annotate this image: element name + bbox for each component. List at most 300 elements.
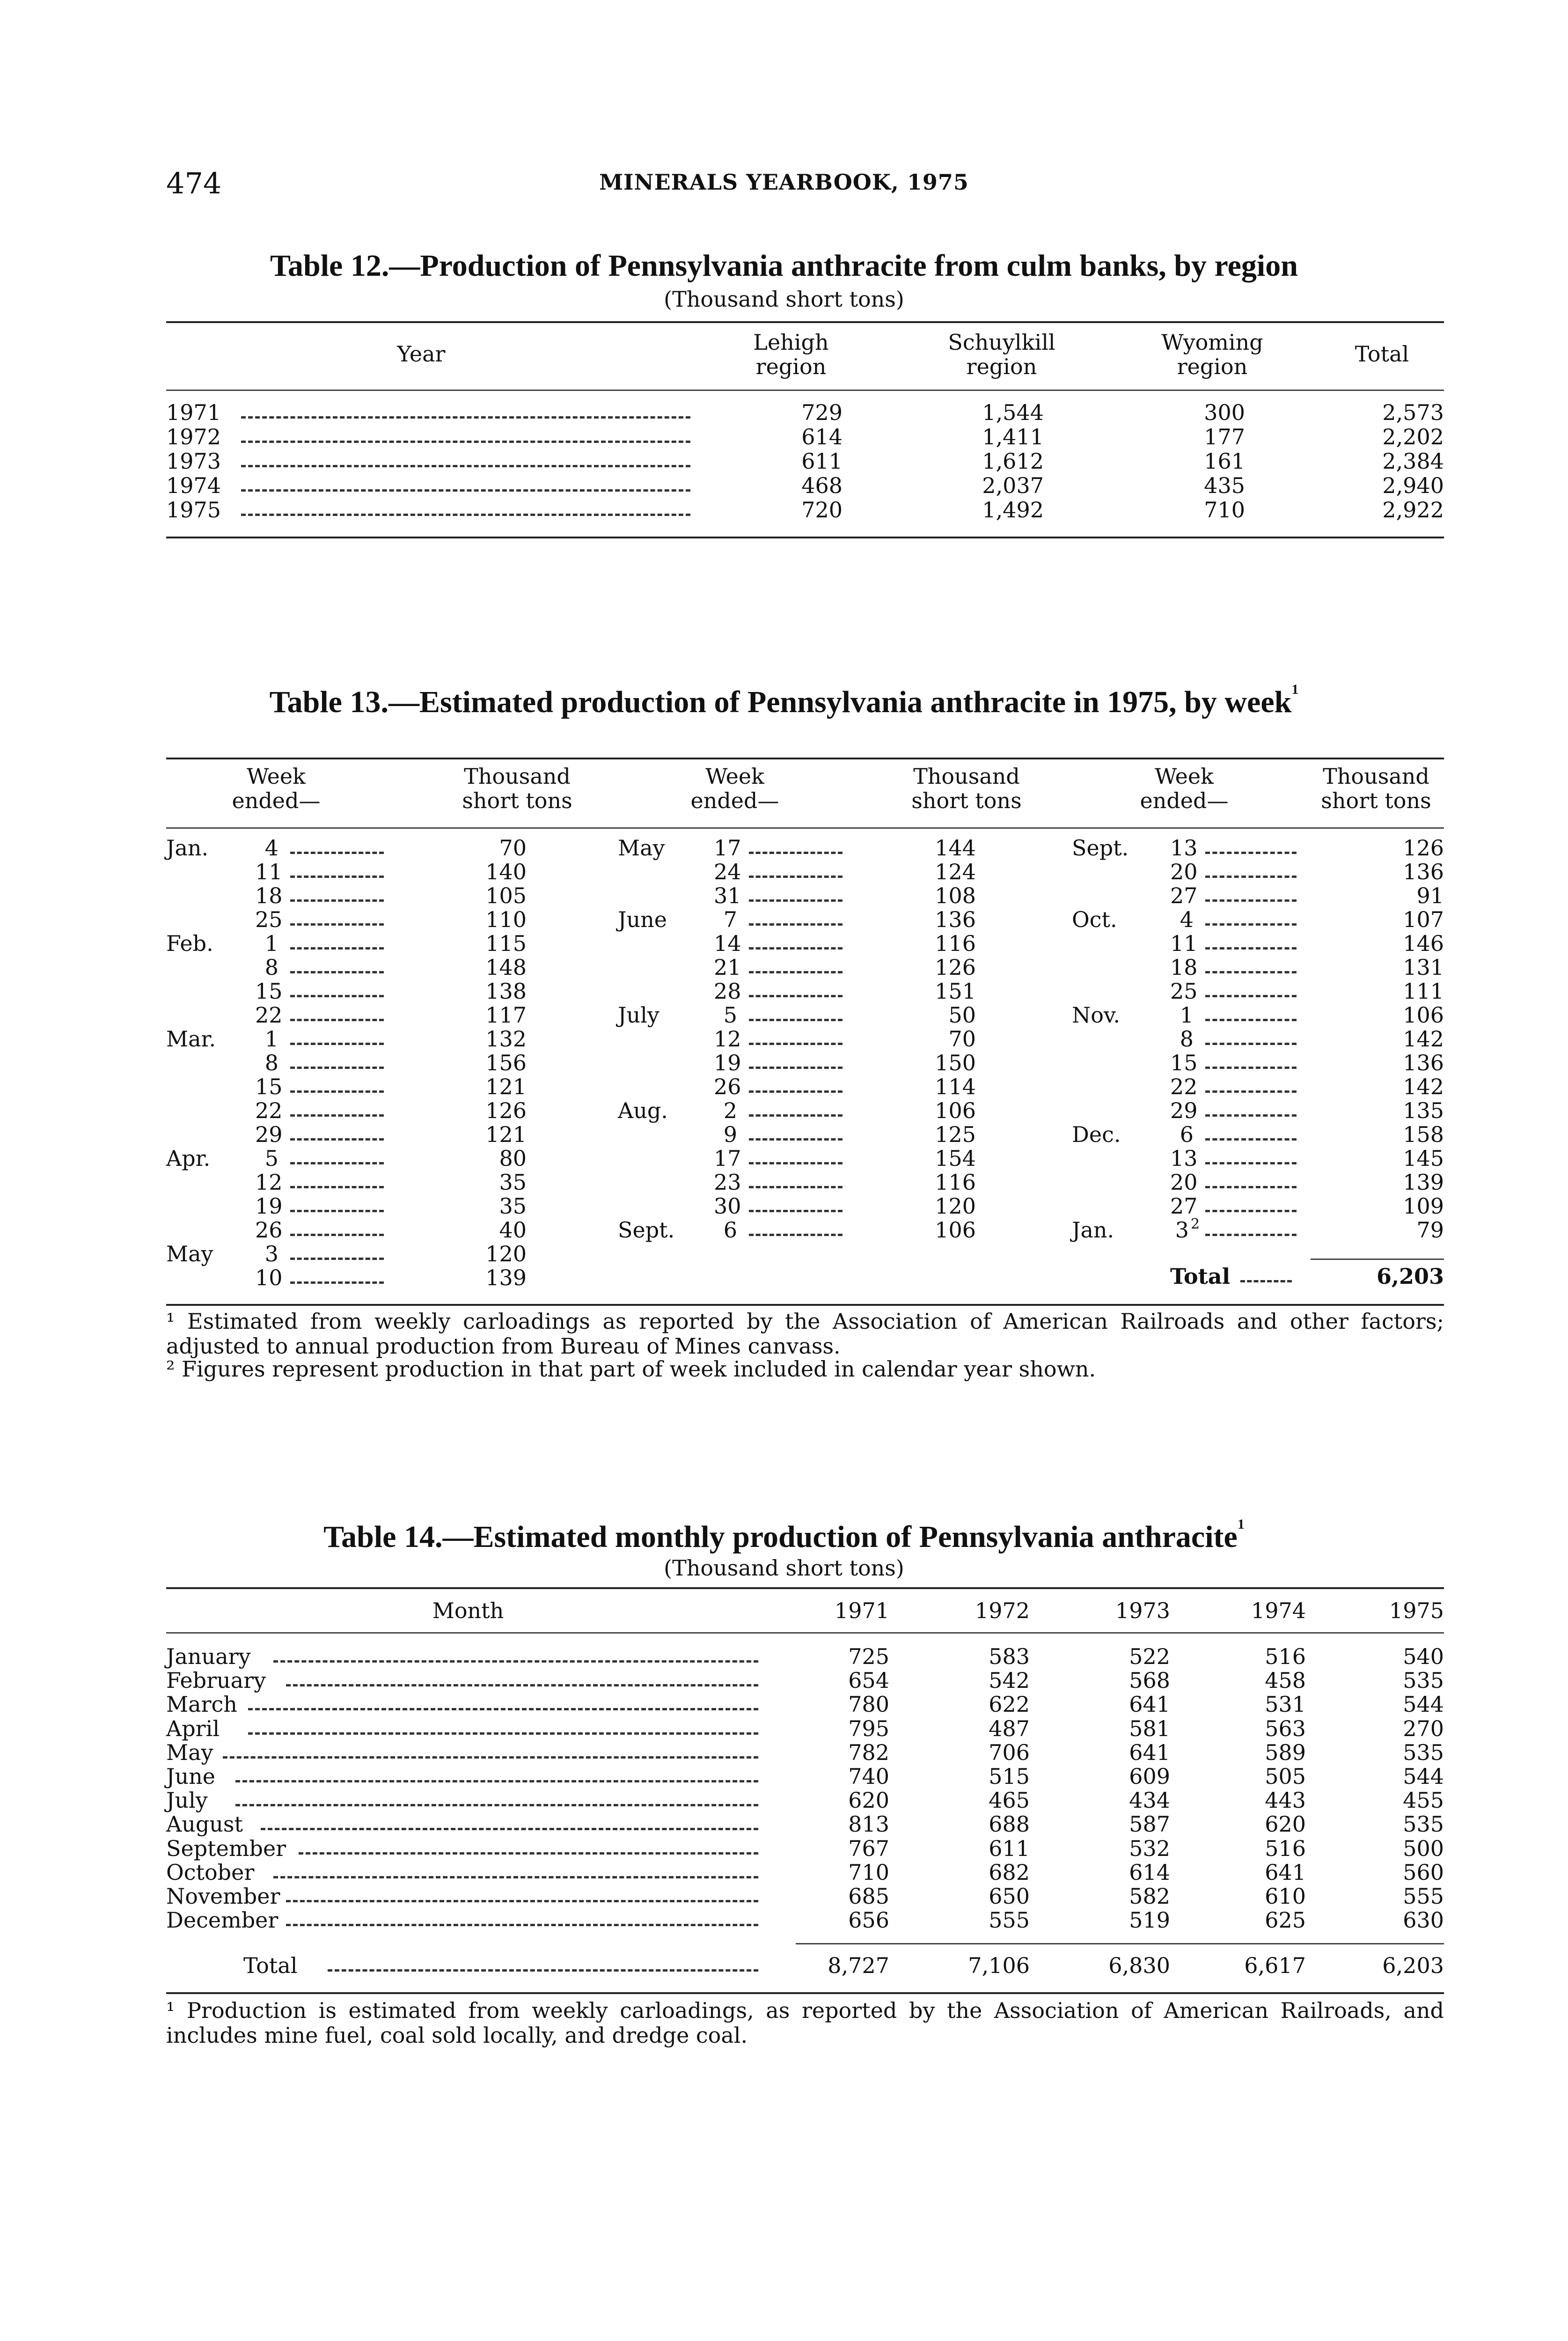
dot-leader — [1205, 1090, 1297, 1093]
dot-leader — [290, 947, 384, 950]
t13-value-cell: 126 — [485, 1098, 527, 1123]
t14-month-cell: August — [166, 1811, 243, 1837]
t14-value-cell: 641 — [1265, 1860, 1306, 1885]
t14-value-cell: 568 — [1129, 1668, 1170, 1693]
running-head: MINERALS YEARBOOK, 1975 — [599, 169, 969, 195]
t13-month-cell: Feb. — [166, 931, 213, 956]
t14-total-label: Total — [243, 1953, 298, 1978]
t13-day-cell: 22 — [255, 1098, 283, 1123]
dot-leader — [286, 1684, 758, 1686]
t12-year-cell: 1972 — [166, 424, 221, 449]
t12-value-cell: 468 — [801, 473, 843, 498]
table-14-footnote: ¹ Production is estimated from weekly carloadings, as reported by the Association of American Railroads, and includes mine fuel, coal sold locally, and dredge coal. — [166, 1998, 1444, 2048]
dot-leader — [749, 852, 843, 854]
dot-leader — [290, 852, 384, 854]
dot-leader — [749, 1162, 843, 1164]
t13-day-cell: 17 — [714, 1146, 741, 1171]
t13-day-cell: 12 — [714, 1026, 741, 1052]
t14-month-cell: December — [166, 1907, 278, 1933]
t13-day-cell: 20 — [1170, 859, 1198, 884]
dot-leader — [749, 1043, 843, 1045]
dot-leader — [749, 1067, 843, 1069]
dot-leader — [1240, 1280, 1292, 1282]
t13-header-week: Week — [705, 764, 764, 789]
t14-value-cell: 519 — [1129, 1907, 1170, 1933]
dot-leader — [749, 1019, 843, 1021]
table-12-subtitle: (Thousand short tons) — [664, 287, 904, 312]
t13-day-cell: 5 — [264, 1146, 278, 1171]
table-14-top-rule — [166, 1587, 1444, 1589]
t13-header-week: Week — [247, 764, 306, 789]
t14-value-cell: 685 — [848, 1884, 889, 1909]
t14-total-value: 6,830 — [1108, 1953, 1170, 1978]
dot-leader — [290, 1067, 384, 1069]
t13-value-cell: 106 — [935, 1098, 976, 1123]
t13-month-cell: Sept. — [1072, 835, 1129, 861]
t13-value-cell: 142 — [1403, 1026, 1444, 1052]
dot-leader — [1205, 971, 1297, 973]
dot-leader — [241, 489, 690, 492]
page-number: 474 — [166, 166, 222, 200]
t12-value-cell: 710 — [1204, 497, 1245, 523]
t13-day-cell: 13 — [1170, 1146, 1198, 1171]
dot-leader — [1205, 876, 1297, 878]
t14-value-cell: 505 — [1265, 1764, 1306, 1789]
t13-day-cell: 7 — [723, 907, 737, 932]
t13-month-cell: Aug. — [618, 1098, 668, 1123]
t13-value-cell: 126 — [935, 955, 976, 980]
dot-leader — [749, 1210, 843, 1212]
dot-leader — [290, 971, 384, 973]
dot-leader — [749, 971, 843, 973]
t13-value-cell: 114 — [935, 1074, 976, 1099]
t13-day-cell: 22 — [255, 1002, 283, 1028]
table-14-title-footnote-mark: 1 — [1237, 1516, 1245, 1532]
t13-day-cell: 20 — [1170, 1170, 1198, 1195]
t13-value-cell: 70 — [948, 1026, 976, 1052]
t13-value-cell: 35 — [499, 1170, 527, 1195]
table-13-header-rule — [166, 827, 1444, 829]
t13-value-cell: 139 — [1403, 1170, 1444, 1195]
t13-day-cell: 1 — [264, 1026, 278, 1052]
t14-value-cell: 560 — [1403, 1860, 1444, 1885]
t14-value-cell: 587 — [1129, 1811, 1170, 1837]
t13-value-cell: 120 — [485, 1241, 527, 1266]
t14-month-cell: January — [166, 1644, 251, 1669]
t13-day-cell: 26 — [714, 1074, 741, 1099]
t14-header-year: 1972 — [975, 1598, 1030, 1623]
t13-value-cell: 138 — [485, 979, 527, 1004]
t13-value-cell: 124 — [935, 859, 976, 884]
t14-value-cell: 443 — [1265, 1788, 1306, 1813]
t14-value-cell: 581 — [1129, 1716, 1170, 1741]
t13-day-cell: 31 — [714, 883, 741, 908]
t13-value-cell: 91 — [1416, 883, 1444, 908]
t14-month-cell: June — [166, 1764, 215, 1789]
t13-value-cell: 145 — [1403, 1146, 1444, 1171]
t13-day-cell: 4 — [1180, 907, 1194, 932]
t13-day-cell: 25 — [255, 907, 283, 932]
t14-value-cell: 531 — [1265, 1692, 1306, 1717]
dot-leader — [1205, 1019, 1297, 1021]
t13-header-tons: Thousand — [464, 764, 571, 789]
t13-day-cell: 18 — [1170, 955, 1198, 980]
table-14-bottom-rule — [166, 1992, 1444, 1994]
t12-value-cell: 2,384 — [1382, 449, 1444, 474]
t14-header-year: 1974 — [1251, 1598, 1306, 1623]
dot-leader — [1205, 1162, 1297, 1164]
t13-day-cell: 23 — [714, 1170, 741, 1195]
t14-value-cell: 706 — [989, 1740, 1030, 1765]
t13-day-cell: 28 — [714, 979, 741, 1004]
dot-leader — [328, 1969, 758, 1972]
t13-month-cell: Nov. — [1072, 1002, 1121, 1028]
t13-day-cell: 29 — [255, 1122, 283, 1147]
t14-value-cell: 487 — [989, 1716, 1030, 1741]
t12-header-wyoming: Wyoming — [1161, 330, 1263, 355]
t14-month-cell: May — [166, 1740, 213, 1765]
t14-value-cell: 725 — [848, 1644, 889, 1669]
t14-value-cell: 625 — [1265, 1907, 1306, 1933]
t13-day-cell: 8 — [264, 1050, 278, 1075]
t12-value-cell: 720 — [801, 497, 843, 523]
table-13-top-rule — [166, 758, 1444, 759]
t12-header-wyoming-2: region — [1177, 354, 1248, 379]
t14-value-cell: 544 — [1403, 1764, 1444, 1789]
t13-day-cell: 21 — [714, 955, 741, 980]
t13-day-cell: 22 — [1170, 1074, 1198, 1099]
t12-value-cell: 729 — [801, 400, 843, 425]
dot-leader — [248, 1708, 758, 1710]
t13-value-cell: 108 — [935, 883, 976, 908]
t13-value-cell: 146 — [1403, 931, 1444, 956]
t14-total-value: 6,203 — [1382, 1953, 1444, 1978]
t13-day-cell: 26 — [255, 1217, 283, 1243]
t13-day-cell: 19 — [714, 1050, 741, 1075]
t14-value-cell: 555 — [989, 1907, 1030, 1933]
table-12-top-rule — [166, 321, 1444, 323]
table-12-header-rule — [166, 390, 1444, 391]
t13-value-cell: 121 — [485, 1074, 527, 1099]
dot-leader — [290, 1234, 384, 1236]
dot-leader — [273, 1876, 758, 1878]
t13-value-cell: 105 — [485, 883, 527, 908]
t12-header-schuylkill-2: region — [966, 354, 1037, 379]
t14-value-cell: 515 — [989, 1764, 1030, 1789]
t13-value-cell: 136 — [1403, 859, 1444, 884]
t13-value-cell: 156 — [485, 1050, 527, 1075]
t14-value-cell: 710 — [848, 1860, 889, 1885]
t14-value-cell: 780 — [848, 1692, 889, 1717]
t13-value-cell: 121 — [485, 1122, 527, 1147]
t13-value-cell: 116 — [935, 931, 976, 956]
dot-leader — [290, 995, 384, 997]
dot-leader — [1205, 1210, 1297, 1212]
dot-leader — [749, 947, 843, 950]
table-14-header-rule — [166, 1632, 1444, 1634]
t12-header-lehigh: Lehigh — [753, 330, 829, 355]
dot-leader — [273, 1660, 758, 1663]
t13-day-cell: 13 — [1170, 835, 1198, 861]
dot-leader — [290, 1090, 384, 1093]
dot-leader — [241, 416, 690, 419]
t13-value-cell: 106 — [1403, 1002, 1444, 1028]
t14-header-year: 1973 — [1115, 1598, 1170, 1623]
t14-value-cell: 650 — [989, 1884, 1030, 1909]
t13-value-cell: 40 — [499, 1217, 527, 1243]
t14-value-cell: 465 — [989, 1788, 1030, 1813]
t14-value-cell: 682 — [989, 1860, 1030, 1885]
t13-day-cell: 9 — [723, 1122, 737, 1147]
t13-month-cell: Mar. — [166, 1026, 216, 1052]
t12-year-cell: 1974 — [166, 473, 221, 498]
dot-leader — [749, 995, 843, 997]
t13-value-cell: 70 — [499, 835, 527, 861]
t13-day-cell: 15 — [255, 1074, 283, 1099]
dot-leader — [235, 1804, 758, 1806]
t13-header-week-2: ended— — [690, 788, 779, 813]
t14-value-cell: 500 — [1403, 1836, 1444, 1861]
t13-total-label: Total — [1170, 1264, 1231, 1289]
t13-day-cell: 8 — [1180, 1026, 1194, 1052]
t13-value-cell: 150 — [935, 1050, 976, 1075]
dot-leader — [1205, 1067, 1297, 1069]
t13-month-cell: Dec. — [1072, 1122, 1121, 1147]
t14-value-cell: 455 — [1403, 1788, 1444, 1813]
table-12-title: Table 12.—Production of Pennsylvania anthracite from culm banks, by region — [270, 249, 1298, 283]
t13-day-cell: 27 — [1170, 1193, 1198, 1219]
t12-value-cell: 2,573 — [1382, 400, 1444, 425]
t13-day-cell: 25 — [1170, 979, 1198, 1004]
dot-leader — [1205, 1043, 1297, 1045]
dot-leader — [290, 876, 384, 878]
t13-header-tons: Thousand — [1323, 764, 1429, 789]
dot-leader — [241, 465, 690, 467]
t13-month-cell: May — [618, 835, 665, 861]
t14-value-cell: 535 — [1403, 1740, 1444, 1765]
t12-year-cell: 1973 — [166, 449, 221, 474]
t13-header-tons: Thousand — [913, 764, 1020, 789]
t12-value-cell: 2,202 — [1382, 424, 1444, 449]
dot-leader — [749, 1090, 843, 1093]
dot-leader — [290, 1281, 384, 1284]
dot-leader — [290, 1019, 384, 1021]
t14-value-cell: 563 — [1265, 1716, 1306, 1741]
dot-leader — [1205, 947, 1297, 950]
t13-value-cell: 144 — [935, 835, 976, 861]
t13-month-cell: Sept. — [618, 1217, 675, 1243]
jan-footnote-mark: 2 — [1191, 1216, 1200, 1232]
t13-month-cell: June — [618, 907, 667, 932]
t14-value-cell: 544 — [1403, 1692, 1444, 1717]
t13-value-cell: 154 — [935, 1146, 976, 1171]
dot-leader — [749, 1186, 843, 1188]
t13-day-cell: 1 — [1180, 1002, 1194, 1028]
t13-value-cell: 120 — [935, 1193, 976, 1219]
t14-value-cell: 610 — [1265, 1884, 1306, 1909]
t13-month-cell: Oct. — [1072, 907, 1117, 932]
t13-value-cell: 131 — [1403, 955, 1444, 980]
t13-value-cell: 80 — [499, 1146, 527, 1171]
t12-value-cell: 161 — [1204, 449, 1245, 474]
t14-value-cell: 609 — [1129, 1764, 1170, 1789]
dot-leader — [248, 1732, 758, 1735]
dot-leader — [1205, 1114, 1297, 1117]
t13-day-cell: 8 — [264, 955, 278, 980]
t12-header-schuylkill: Schuylkill — [948, 330, 1055, 355]
t12-value-cell: 2,037 — [982, 473, 1044, 498]
t12-header-lehigh-2: region — [755, 354, 827, 379]
t12-header-total: Total — [1355, 341, 1409, 367]
dot-leader — [290, 1258, 384, 1260]
t14-value-cell: 555 — [1403, 1884, 1444, 1909]
t13-day-cell: 2 — [723, 1098, 737, 1123]
dot-leader — [286, 1924, 758, 1926]
dot-leader — [749, 1138, 843, 1141]
table-13-title-footnote-mark: 1 — [1291, 682, 1299, 697]
t14-value-cell: 542 — [989, 1668, 1030, 1693]
t14-value-cell: 740 — [848, 1764, 889, 1789]
t14-total-value: 6,617 — [1244, 1953, 1306, 1978]
t14-value-cell: 270 — [1403, 1716, 1444, 1741]
dot-leader — [1205, 1138, 1297, 1141]
t13-day-cell: 29 — [1170, 1098, 1198, 1123]
dot-leader — [290, 1043, 384, 1045]
t14-month-cell: March — [166, 1692, 237, 1717]
t12-value-cell: 1,492 — [982, 497, 1044, 523]
t13-day-cell: 30 — [714, 1193, 741, 1219]
dot-leader — [223, 1756, 758, 1759]
t12-value-cell: 611 — [801, 449, 843, 474]
t13-value-cell: 126 — [1403, 835, 1444, 861]
table-14-total-rule — [796, 1943, 1444, 1944]
t14-value-cell: 630 — [1403, 1907, 1444, 1933]
t14-value-cell: 516 — [1265, 1644, 1306, 1669]
t13-header-week: Week — [1155, 764, 1214, 789]
t14-value-cell: 516 — [1265, 1836, 1306, 1861]
t12-value-cell: 2,940 — [1382, 473, 1444, 498]
t14-value-cell: 795 — [848, 1716, 889, 1741]
t14-value-cell: 620 — [848, 1788, 889, 1813]
table-13-bottom-rule — [166, 1304, 1444, 1306]
t14-value-cell: 620 — [1265, 1811, 1306, 1837]
t14-value-cell: 532 — [1129, 1836, 1170, 1861]
t14-value-cell: 782 — [848, 1740, 889, 1765]
t14-value-cell: 535 — [1403, 1668, 1444, 1693]
t14-value-cell: 522 — [1129, 1644, 1170, 1669]
dot-leader — [290, 899, 384, 902]
t14-value-cell: 458 — [1265, 1668, 1306, 1693]
t14-month-cell: April — [166, 1716, 220, 1741]
t14-value-cell: 535 — [1403, 1811, 1444, 1837]
dot-leader — [290, 1210, 384, 1212]
t13-value-cell: 109 — [1403, 1193, 1444, 1219]
t13-value-cell: 79 — [1416, 1217, 1444, 1243]
table-14-subtitle: (Thousand short tons) — [664, 1555, 904, 1581]
t13-day-cell: 3 — [264, 1241, 278, 1266]
t13-value-cell: 125 — [935, 1122, 976, 1147]
t13-header-week-2: ended— — [232, 788, 321, 813]
t13-day-cell: 14 — [714, 931, 741, 956]
t13-value-cell: 158 — [1403, 1122, 1444, 1147]
dot-leader — [1205, 899, 1297, 902]
t13-header-week-2: ended— — [1140, 788, 1229, 813]
dot-leader — [749, 899, 843, 902]
t12-year-cell: 1971 — [166, 400, 221, 425]
dot-leader — [290, 923, 384, 926]
dot-leader — [286, 1900, 758, 1902]
t14-value-cell: 582 — [1129, 1884, 1170, 1909]
t13-header-tons-2: short tons — [462, 788, 572, 813]
t14-header-year: 1971 — [834, 1598, 889, 1623]
t13-value-cell: 110 — [485, 907, 527, 932]
t13-value-cell: 136 — [935, 907, 976, 932]
t13-value-cell: 142 — [1403, 1074, 1444, 1099]
t13-value-cell: 35 — [499, 1193, 527, 1219]
t13-day-cell: 5 — [723, 1002, 737, 1028]
dot-leader — [1205, 995, 1297, 997]
t14-value-cell: 611 — [989, 1836, 1030, 1861]
t12-year-cell: 1975 — [166, 497, 221, 523]
t14-value-cell: 767 — [848, 1836, 889, 1861]
t14-value-cell: 688 — [989, 1811, 1030, 1837]
t13-day-cell: 19 — [255, 1193, 283, 1219]
t14-month-cell: September — [166, 1836, 286, 1861]
t13-day-cell: 27 — [1170, 883, 1198, 908]
t13-day-cell: 24 — [714, 859, 741, 884]
t12-value-cell: 1,411 — [982, 424, 1044, 449]
t13-value-cell: 151 — [935, 979, 976, 1004]
t14-month-cell: November — [166, 1884, 280, 1909]
t14-value-cell: 813 — [848, 1811, 889, 1837]
t13-value-cell: 111 — [1403, 979, 1444, 1004]
t13-month-cell: Apr. — [166, 1146, 211, 1171]
t14-value-cell: 589 — [1265, 1740, 1306, 1765]
t12-value-cell: 1,612 — [982, 449, 1044, 474]
t14-value-cell: 656 — [848, 1907, 889, 1933]
t12-value-cell: 614 — [801, 424, 843, 449]
table-14-title: Table 14.—Estimated monthly production of Pennsylvania anthracite — [323, 1520, 1238, 1554]
dot-leader — [1205, 923, 1297, 926]
table-13-footnote-2: ² Figures represent production in that part of week included in calendar year shown. — [166, 1356, 1096, 1382]
t14-month-cell: February — [166, 1668, 266, 1693]
table-12-bottom-rule — [166, 537, 1444, 538]
t12-header-year: Year — [397, 341, 446, 367]
table-13-footnote-1: ¹ Estimated from weekly carloadings as reported by the Association of American Railroads and other factors; adjusted to annual production from Bureau of Mines canvass. — [166, 1309, 1444, 1359]
t12-value-cell: 2,922 — [1382, 497, 1444, 523]
t14-value-cell: 540 — [1403, 1644, 1444, 1669]
t14-value-cell: 622 — [989, 1692, 1030, 1717]
t13-day-cell: 6 — [723, 1217, 737, 1243]
dot-leader — [241, 514, 690, 516]
dot-leader — [749, 1234, 843, 1236]
t13-total-value: 6,203 — [1376, 1264, 1444, 1289]
t12-value-cell: 1,544 — [982, 400, 1044, 425]
dot-leader — [1205, 1234, 1297, 1236]
t13-header-tons-2: short tons — [911, 788, 1022, 813]
dot-leader — [261, 1828, 758, 1830]
t13-value-cell: 132 — [485, 1026, 527, 1052]
dot-leader — [290, 1114, 384, 1117]
t13-value-cell: 135 — [1403, 1098, 1444, 1123]
t14-total-value: 8,727 — [828, 1953, 889, 1978]
t13-day-cell: 15 — [1170, 1050, 1198, 1075]
dot-leader — [1205, 1186, 1297, 1188]
t13-value-cell: 116 — [935, 1170, 976, 1195]
dot-leader — [290, 1138, 384, 1141]
t14-month-cell: July — [166, 1788, 208, 1813]
t13-day-cell: 11 — [255, 859, 283, 884]
